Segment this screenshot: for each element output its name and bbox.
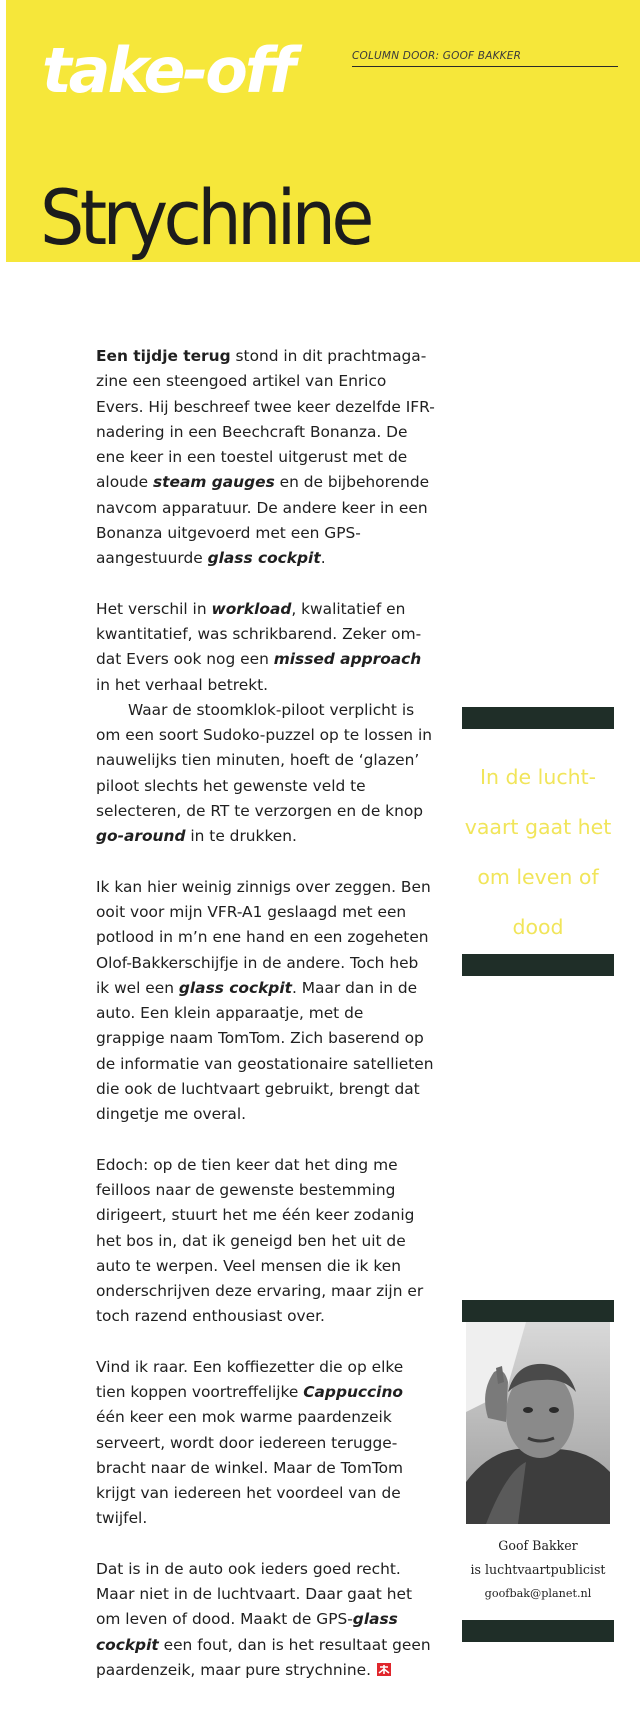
author-email: goofbak@planet.nl [484, 1587, 592, 1600]
author-name: Goof Bakker [498, 1538, 578, 1553]
author-caption [462, 1534, 614, 1606]
text: Ik kan hier weinig zinnigs over zeggen. Ben ooit voor mijn VFR-A1 geslaagd met een potlood in m’n ene hand en een zogeheten Olof-Bakkerschijfje in de andere. Toch heb ik wel een [96, 877, 431, 997]
sidebar-bar-top [462, 707, 614, 729]
paragraph [96, 597, 436, 698]
text: in te drukken. [185, 827, 297, 846]
paragraph [96, 1153, 436, 1330]
author-portrait [466, 1322, 610, 1524]
emphasis: Cappuccino [303, 1382, 403, 1401]
paragraph [96, 1557, 436, 1683]
paragraph [96, 344, 436, 572]
end-of-article-icon [377, 1663, 391, 1676]
header-banner [6, 0, 640, 262]
text: één keer een mok warme paardenzeik serveert, wordt door iedereen teruggebracht naar de winkel. Maar de TomTom krijgt van iedereen het voordeel van de twijfel. [96, 1408, 404, 1528]
text: Vind ik raar. Een koffiezetter die op elke tien koppen voortreffelijke [96, 1357, 404, 1401]
text: , kwalitatief en kwantitatief, was schrikbarend. Zeker omdat Evers ook nog een [96, 599, 422, 669]
paragraph [96, 875, 436, 1128]
emphasis: glass cockpit [207, 549, 321, 568]
author-role: is luchtvaartpublicist [470, 1562, 606, 1577]
text: stond in dit prachtmagazine een steengoed artikel van Enrico Evers. Hij beschreef twee keer dezelfde IFR-nadering in een Beechcraft Bonanza. De ene keer in een toestel uitgerust met de aloude [96, 347, 435, 492]
text: een fout, dan is het resultaat geen paardenzeik, maar pure strychnine. [96, 1635, 431, 1679]
pull-quote-line: In de lucht- [479, 765, 597, 789]
text: Edoch: op de tien keer dat het ding me feilloos naar de gewenste bestemming dirigeert, stuurt het me één keer zodanig het bos in, dat ik geneigd ben het uit de auto te werpen. Veel mensen die ik ken onderschrijven deze ervaring, maar zijn er toch razend enthousiast over. [96, 1155, 424, 1326]
text: . [320, 549, 326, 568]
pull-quote-line: om leven of [477, 865, 599, 889]
text: Waar de stoomklok-piloot verplicht is om een soort Sudoko-puzzel op te lossen in nauwelijks tien minuten, hoeft de ‘glazen’ piloot slechts het gewenste veld te selecteren, de RT te verzorgen en de knop [96, 700, 432, 821]
pull-quote [462, 752, 614, 952]
paragraph [96, 698, 436, 850]
text: en de bijbehorende navcom apparatuur. De andere keer in een Bonanza uitgevoerd met een GPS-aangestuurde [96, 473, 430, 568]
pull-quote-line: dood [512, 915, 564, 939]
sidebar-bar-middle [462, 954, 614, 976]
byline: COLUMN DOOR: GOOF BAKKER [352, 50, 522, 62]
emphasis: missed approach [273, 650, 422, 669]
emphasis: steam gauges [153, 473, 275, 492]
paragraph [96, 1355, 436, 1532]
text: Het verschil in [96, 599, 212, 618]
emphasis: glass cockpit [96, 1610, 398, 1654]
byline-rule [352, 66, 618, 67]
pull-quote-line: vaart gaat het [464, 815, 612, 839]
article-body [96, 344, 436, 1708]
text: Dat is in de auto ook ieders goed recht. Maar niet in de luchtvaart. Daar gaat het om leven of dood. Maakt de GPS- [96, 1559, 412, 1629]
emphasis: go-around [96, 827, 186, 846]
lead-in: Een tijdje terug [96, 347, 231, 365]
sidebar-bar-bottom [462, 1620, 614, 1642]
emphasis: workload [211, 599, 292, 618]
text: . Maar dan in de auto. Een klein apparaatje, met de grappige naam TomTom. Zich baserend op de informatie van geostationaire satellieten die ook de luchtvaart gebruikt, brengt dat dingetje me overal. [96, 978, 434, 1124]
emphasis: glass cockpit [178, 978, 292, 997]
sidebar-bar-photo [462, 1300, 614, 1322]
section-kicker: take-off [42, 34, 293, 107]
text: in het verhaal betrekt. [96, 675, 269, 694]
article-title: Strychnine [40, 173, 370, 262]
